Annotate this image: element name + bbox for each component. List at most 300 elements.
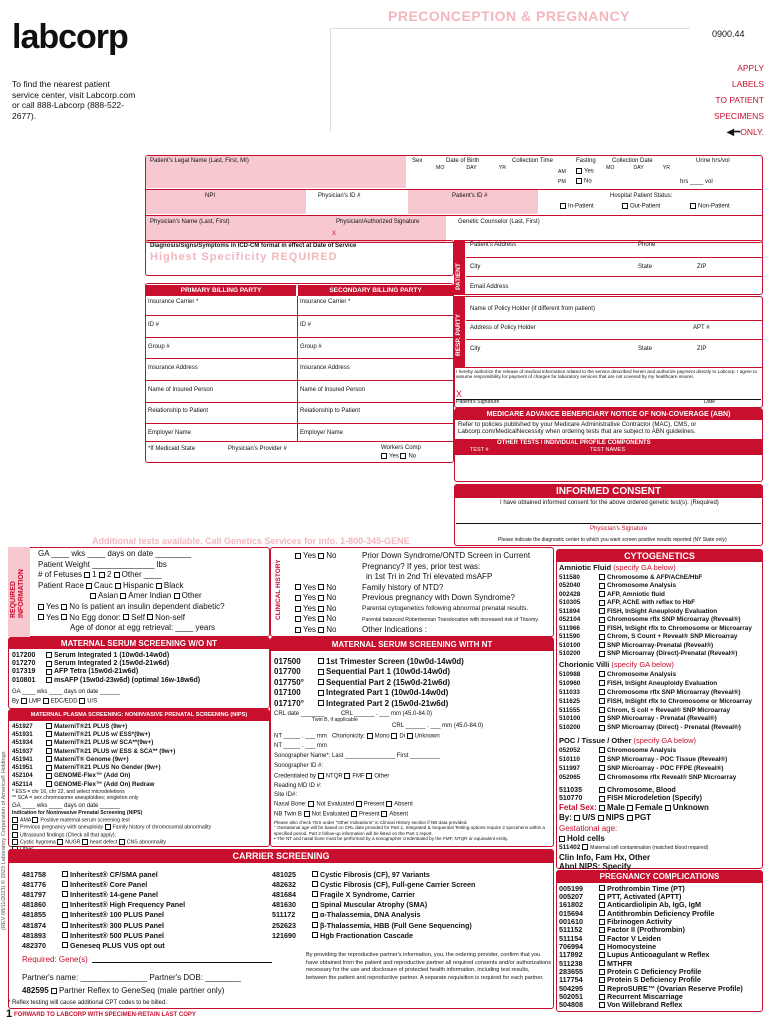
resp-date-label: Date [704,399,715,405]
checkbox[interactable] [599,805,605,811]
apply-labels-note [700,60,764,141]
test-checkbox[interactable] [599,725,605,731]
yesno-row: Yes No [295,614,337,625]
test-code: 002428 [559,590,581,598]
test-name: ReproSURE™ (Ovarian Reserve Profile) [607,983,743,993]
non-patient-option[interactable]: Non-Patient [690,203,730,210]
checkbox[interactable] [318,553,324,559]
checkbox[interactable] [622,203,628,209]
sonographer-row[interactable]: Sonographer Name*: Last _______________ First _________ [274,753,441,759]
checkbox[interactable] [147,614,153,620]
test-checkbox[interactable] [599,894,605,900]
test-checkbox[interactable] [62,922,68,928]
test-row[interactable] [22,920,185,930]
test-code: 510100 [559,641,581,649]
test-name: Inheritest® 100 PLUS Panel [70,910,164,920]
test-checkbox[interactable] [62,881,68,887]
clinical-history-yesno[interactable] [295,551,337,636]
checkbox[interactable] [318,773,324,779]
partner-row[interactable]: Partner's name: _______________ Partner's DOB: ________ [22,973,241,982]
test-row[interactable] [272,930,475,940]
test-row[interactable] [274,677,464,688]
test-code: 017319 [12,668,36,676]
test-checkbox[interactable] [599,1002,605,1008]
checkbox[interactable] [381,453,387,459]
checkbox[interactable] [366,773,372,779]
chorionic-tests [559,670,752,732]
test-name: GENOME-Flex™ (Add On) [54,772,131,780]
fetal-by-row[interactable]: By: U/S NIPS PGT [559,813,652,822]
checkbox[interactable] [99,572,105,578]
checkbox[interactable] [627,805,633,811]
checkbox[interactable] [318,616,324,622]
test-code: 052052 [559,746,581,754]
crl-twin-row[interactable]: CRL ______ . ___ mm (45.0-84.0) [392,723,484,729]
test-code: 511555 [559,706,580,714]
test-row[interactable] [22,930,185,940]
test-checkbox[interactable] [599,689,605,695]
insulin-row[interactable]: Yes No Is patient an insulin dependent diabetic? [38,602,270,613]
checkbox[interactable] [318,606,324,612]
age-row[interactable]: Age of donor at egg retrieval: ____ years [70,623,215,633]
test-checkbox[interactable] [599,774,605,780]
test-code: 117892 [559,950,583,960]
checkbox[interactable] [12,824,18,830]
crl-row[interactable]: CRL date _______ CRL ______ . ___ mm (45.0-84.0) [274,711,432,717]
checkbox[interactable] [559,836,565,842]
test-code: 052040 [559,582,581,590]
test-row[interactable] [12,755,175,763]
test-checkbox[interactable] [599,574,605,580]
checkbox[interactable] [295,627,301,633]
test-checkbox[interactable] [46,773,52,779]
mss-wo-by-row[interactable]: By LMP EDC/EDD U/S [12,698,98,705]
test-row[interactable] [274,688,464,699]
test-checkbox[interactable] [599,642,605,648]
checkbox[interactable] [115,583,121,589]
test-name: FISH, InSight Aneuploidy Evaluation [607,607,718,615]
clin-info-row[interactable]: Clin Info, Fam Hx, Other [559,853,651,862]
test-row[interactable] [559,582,752,591]
test-row[interactable] [559,697,752,706]
checkbox[interactable] [51,988,57,994]
test-name: Recurrent Miscarriage [607,992,683,1002]
checkbox[interactable] [114,572,120,578]
test-checkbox[interactable] [599,747,605,753]
test-row[interactable] [274,667,464,678]
footer-number: 1 [6,1008,13,1020]
checkbox[interactable] [356,801,362,807]
checkbox[interactable] [690,203,696,209]
test-checkbox[interactable] [599,927,605,933]
checkbox[interactable] [576,178,582,184]
checkbox[interactable] [105,824,111,830]
checkbox[interactable] [386,801,392,807]
test-checkbox[interactable] [312,871,318,877]
test-checkbox[interactable] [599,608,605,614]
checkbox[interactable] [21,698,27,704]
test-checkbox[interactable] [62,891,68,897]
checkbox[interactable] [381,811,387,817]
test-row[interactable] [274,656,464,667]
test-row[interactable] [559,1001,743,1009]
divider [466,257,762,258]
test-checkbox[interactable] [46,661,52,667]
checkbox[interactable] [560,203,566,209]
checkbox[interactable] [57,839,63,845]
history-item: Parental cytogenetics following abnormal prenatal results. [362,604,529,612]
checkbox[interactable] [304,811,310,817]
carrier-disclaimer: By providing the reproductive partner's information, you, the ordering provider, confirm that you have obtained from the patient and reproductive partner all required consents and/or authorizations necessary for the use and disclosure of protected health information, including test results, between the patient and reproductive partner. A separate requisition is required for each partner. [306,952,552,981]
test-code: 451937 [12,747,33,755]
mss-wo-ga-line: GA ____ wks ____ days on date ______ [12,689,121,695]
checkbox[interactable] [318,595,324,601]
test-row[interactable] [272,900,475,910]
test-code: 052065 [559,773,581,781]
test-checkbox[interactable] [599,960,605,966]
cell-contam-row[interactable]: 511402 Maternal cell contamination (matched blood required) [559,844,709,851]
test-row[interactable] [12,730,175,738]
test-code: 511152 [559,925,583,935]
nt-row[interactable]: NT _____ . ___ mm Chorionicity: Mono Di Unknown [274,733,440,740]
hold-cells-row[interactable]: Hold cells [559,834,605,843]
test-checkbox[interactable] [318,690,324,696]
physician-sig-x: X [332,231,337,237]
checkbox[interactable] [86,583,92,589]
test-checkbox[interactable] [318,700,324,706]
test-checkbox[interactable] [62,871,68,877]
divider [456,523,761,524]
history-item: Other Indications : [362,625,427,635]
checkbox[interactable] [84,572,90,578]
checkbox[interactable] [61,614,67,620]
test-checkbox[interactable] [46,765,52,771]
weight-row[interactable]: Patient Weight ______________ lbs [38,559,167,569]
test-checkbox[interactable] [599,985,605,991]
test-checkbox[interactable] [312,881,318,887]
test-name: MaterniT®21 PLUS w/ ESS & SCA** (9w+) [54,747,176,755]
checkbox[interactable] [38,614,44,620]
test-row[interactable] [559,679,752,688]
test-checkbox[interactable] [599,617,605,623]
test-checkbox[interactable] [599,969,605,975]
test-checkbox[interactable] [62,942,68,948]
test-row[interactable] [559,746,736,755]
test-row[interactable] [12,668,200,676]
test-code: 117754 [559,975,583,985]
test-checkbox[interactable] [599,944,605,950]
checkbox[interactable] [574,815,580,821]
patient-side-label: PATIENT [455,263,462,290]
checkbox[interactable] [90,593,96,599]
test-row[interactable] [272,910,475,920]
test-checkbox[interactable] [46,652,52,658]
test-code: 706994 [559,942,583,952]
test-row[interactable] [22,869,185,879]
test-checkbox[interactable] [318,658,324,664]
test-code: 510100 [559,715,581,723]
test-row[interactable] [272,920,475,930]
divider [455,367,762,368]
test-checkbox[interactable] [599,716,605,722]
checkbox[interactable] [308,801,314,807]
test-row[interactable] [559,723,752,732]
sono-id-row[interactable]: Sonographer ID #: [274,763,324,769]
test-name: Chromosome Analysis [607,582,677,590]
reading-row[interactable]: Reading MD ID #: [274,783,322,789]
test-row[interactable] [12,722,175,730]
test-checkbox[interactable] [599,625,605,631]
checkbox[interactable] [12,817,18,823]
test-name: Inheritest® High Frequency Panel [70,900,186,910]
test-checkbox[interactable] [599,902,605,908]
test-row[interactable] [12,659,200,667]
am-label: AM [558,169,566,175]
checkbox[interactable] [123,614,129,620]
test-checkbox[interactable] [46,669,52,675]
test-code: 017750° [274,677,304,687]
test-checkbox[interactable] [599,651,605,657]
test-name: MaterniT®21 PLUS No Gender (9w+) [54,764,161,772]
fasting-no[interactable]: No [576,178,592,185]
test-row[interactable] [559,616,752,625]
test-checkbox[interactable] [312,902,318,908]
hospital-status-label: Hospital Patient Status: [610,193,673,199]
amniotic-heading: Amniotic Fluid (specify GA below) [559,563,676,572]
test-checkbox[interactable] [599,591,605,597]
patient-sig-label: Patient's Signature [456,399,500,405]
checkbox[interactable] [598,815,604,821]
divider [146,423,453,424]
test-checkbox[interactable] [46,748,52,754]
divider [146,402,453,403]
test-code: 511894 [559,607,580,615]
in-patient-option[interactable]: In-Patient [560,203,594,210]
checkbox[interactable] [391,733,397,739]
checkbox[interactable] [344,773,350,779]
test-checkbox[interactable] [599,994,605,1000]
checkbox[interactable] [32,817,38,823]
test-checkbox[interactable] [599,756,605,762]
test-row[interactable] [559,755,736,764]
test-checkbox[interactable] [312,922,318,928]
test-row[interactable] [559,795,702,804]
test-row[interactable] [559,764,736,773]
test-row[interactable] [12,763,175,771]
checkbox[interactable] [12,832,18,838]
test-checkbox[interactable] [46,731,52,737]
required-genes[interactable]: Required: Gene(s) [22,955,88,964]
test-checkbox[interactable] [599,707,605,713]
test-checkbox[interactable] [599,634,605,640]
race-row-2[interactable]: Asian Amer Indian Other [38,591,270,602]
checkbox[interactable] [295,616,301,622]
checkbox[interactable] [367,733,373,739]
test-row[interactable] [22,900,185,910]
test-checkbox[interactable] [62,912,68,918]
credentialed-row[interactable]: Credentialed by NTQR FMF Other [274,773,390,780]
test-checkbox[interactable] [312,891,318,897]
test-row[interactable] [22,889,185,899]
test-checkbox[interactable] [46,723,52,729]
checkbox[interactable] [400,453,406,459]
test-checkbox[interactable] [599,977,605,983]
test-row[interactable] [559,633,752,642]
test-row[interactable] [559,706,752,715]
checkbox[interactable] [576,168,582,174]
test-checkbox[interactable] [312,912,318,918]
test-checkbox[interactable] [599,919,605,925]
carrier-title: CARRIER SCREENING [9,850,553,863]
test-checkbox[interactable] [318,669,324,675]
test-checkbox[interactable] [599,885,605,891]
test-checkbox[interactable] [599,583,605,589]
test-checkbox[interactable] [599,671,605,677]
checkbox[interactable] [38,604,44,610]
test-checkbox[interactable] [599,910,605,916]
test-code: 481630 [272,900,296,910]
divider [92,962,272,963]
test-row[interactable] [12,739,175,747]
test-code: 121690 [272,930,296,940]
checkbox[interactable] [627,815,633,821]
egg-row[interactable]: Yes No Egg donor: Self Non-self [38,613,270,624]
test-checkbox[interactable] [46,677,52,683]
test-checkbox[interactable] [46,740,52,746]
test-checkbox[interactable] [46,781,52,787]
test-row[interactable] [559,590,752,599]
test-row[interactable] [559,599,752,608]
test-row[interactable] [12,747,175,755]
checkbox[interactable] [318,584,324,590]
other-tests-title: OTHER TESTS / INDIVIDUAL PROFILE COMPONENTS [497,440,651,446]
test-checkbox[interactable] [599,600,605,606]
nips-indication-items[interactable]: AMA Positive maternal serum screening test Previous pregnancy with aneuploidy Family history of chromosomal abnormality Ultrasound findings (Check all that apply): Cystic hygroma NUGR heart defect CNS abnormality [12,817,268,854]
test-row[interactable] [559,573,752,582]
test-checkbox[interactable] [599,787,605,793]
test-name: GENOME-Flex™ (Add On) Redraw [54,780,155,788]
test-row[interactable] [559,624,752,633]
footer-rev: (REV 08/11/2023) © 2023 Laboratory Corporation of America® Holdings [1,751,7,930]
test-checkbox[interactable] [318,679,324,685]
checkbox[interactable] [156,583,162,589]
checkbox[interactable] [174,593,180,599]
checkbox[interactable] [119,839,125,845]
ga-row[interactable]: GA ____ wks ____ days on date ________ [38,549,192,558]
test-checkbox[interactable] [312,932,318,938]
test-row[interactable] [22,879,185,889]
fetal-sex-row[interactable]: Fetal Sex: Male Female Unknown [559,803,709,812]
test-checkbox[interactable] [46,756,52,762]
test-checkbox[interactable] [599,935,605,941]
checkbox[interactable] [295,595,301,601]
primary-relationship: Relationship to Patient [148,408,209,414]
test-row[interactable] [559,607,752,616]
test-checkbox[interactable] [599,680,605,686]
test-row[interactable] [559,670,752,679]
checkbox[interactable] [82,839,88,845]
test-row[interactable] [12,772,175,780]
test-row[interactable] [12,676,200,684]
divider [466,276,762,277]
test-name: SNP Microarray (Direct) - Prenatal (Reveal®) [607,724,741,732]
fetuses-row[interactable]: # of Fetuses 1 2 Other ____ [38,570,162,580]
fasting-yes[interactable]: Yes [576,168,594,175]
resp-sig-x: X [456,389,463,399]
site-row[interactable]: Site ID#: [274,792,298,798]
checkbox[interactable] [79,698,85,704]
test-row[interactable] [559,688,752,697]
test-code: 010801 [12,676,36,684]
test-row[interactable] [272,869,475,879]
test-row[interactable] [272,889,475,899]
checkbox[interactable] [295,606,301,612]
test-code: 511590 [559,633,580,641]
checkbox[interactable] [295,553,301,559]
hrs-vol: hrs ____ vol [680,179,713,185]
apply-label-line: APPLY [737,63,764,73]
gest-age-row[interactable]: Gestational age: [559,824,618,833]
test-code: 451941 [12,755,33,763]
abnl-nips-row[interactable]: Abnl NIPS: Specify [559,862,632,871]
checkbox[interactable] [407,733,413,739]
checkbox[interactable] [318,627,324,633]
checkbox[interactable] [12,839,18,845]
checkbox[interactable] [61,604,67,610]
test-checkbox[interactable] [62,902,68,908]
partner-reflex-row[interactable]: 482595 Partner Reflex to GeneSeq (male partner only) [22,986,225,995]
race-row[interactable]: Patient Race Cauc Hispanic Black [38,580,184,590]
checkbox[interactable] [43,698,49,704]
yesno-row: Yes No [295,583,337,594]
test-checkbox[interactable] [599,796,605,802]
test-checkbox[interactable] [599,698,605,704]
test-code: 511154 [559,933,583,943]
checkbox[interactable] [582,844,588,850]
test-checkbox[interactable] [599,765,605,771]
test-row[interactable] [559,773,736,782]
test-row[interactable] [22,910,185,920]
test-name: MTHFR [607,958,633,968]
test-row[interactable] [12,780,175,788]
nasal-row[interactable]: Nasal Bone: Not Evaluated Present Absent [274,801,413,808]
out-patient-option[interactable]: Out-Patient [622,203,660,210]
blood-tests [559,786,702,803]
test-row[interactable] [559,714,752,723]
checkbox[interactable] [351,811,357,817]
note: • The NT and nasal bone must be performed by a sonographer credentialed by the FMF, NTQR or equivalent entity. [274,835,509,841]
test-row[interactable] [559,650,752,659]
abn-text: Refer to policies published by your Medicare Administrative Contractor (MAC), CMS, or Labcorp.com/MedicalNecessity when ordering tests that are subject to ABN guidelines. [458,421,697,436]
nt-row-2[interactable]: NT _____ . ___ mm [274,743,327,749]
test-row[interactable] [559,641,752,650]
checkbox[interactable] [665,805,671,811]
test-row[interactable] [559,786,702,795]
checkbox[interactable] [295,584,301,590]
test-row[interactable] [12,651,200,659]
npi-field[interactable] [146,190,306,214]
checkbox[interactable] [120,593,126,599]
test-checkbox[interactable] [599,952,605,958]
test-checkbox[interactable] [62,932,68,938]
nbtwin-row[interactable]: NB Twin B Not Evaluated Present Absent [274,811,408,818]
test-row[interactable] [272,879,475,889]
workers-comp-options[interactable]: Yes No [381,453,416,460]
highest-specificity-note: Highest Specificity REQUIRED [150,251,338,263]
test-row[interactable] [274,698,464,709]
test-name: Factor V Leiden [607,933,661,943]
test-row[interactable] [22,940,185,950]
